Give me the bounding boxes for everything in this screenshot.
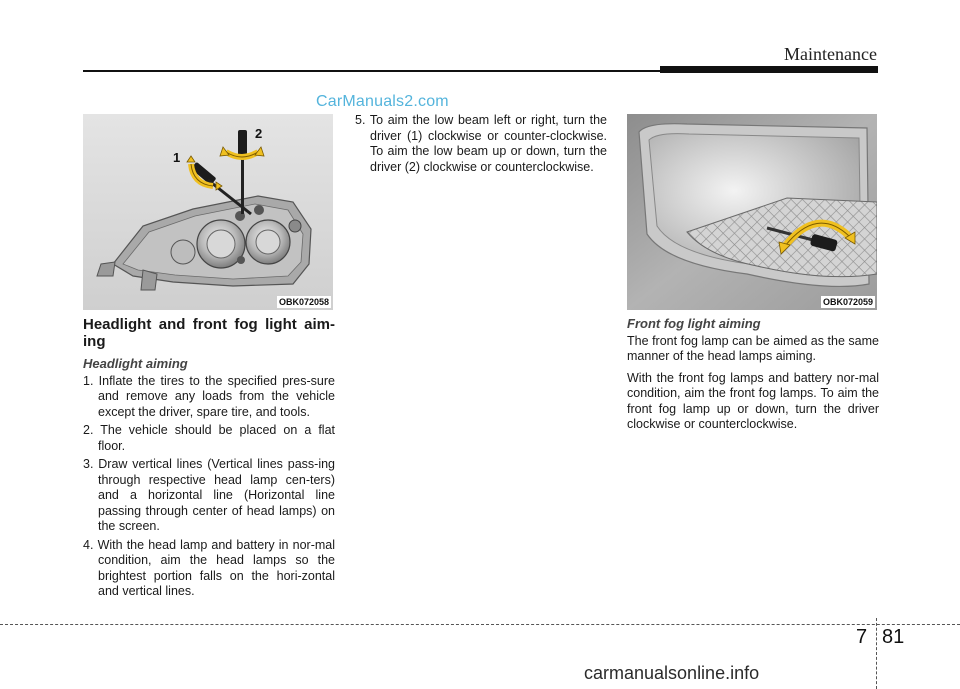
watermark-top: CarManuals2.com (316, 93, 449, 110)
step-5: 5. To aim the low beam left or right, turn the driver (1) clockwise or counter-clockwise. To aim the low beam up or down, turn the driver (2) clockwise or counterclockwise. (355, 113, 607, 174)
column-1 (83, 316, 335, 603)
fog-lamp-figure (627, 114, 877, 310)
footer-dashed-rule (0, 624, 960, 625)
column-3 (627, 316, 879, 439)
step-4: 4. With the head lamp and battery in nor-mal condition, aim the head lamps so the brightest portion falls on the hori-zontal and vertical lines. (83, 537, 335, 598)
header-rule-thin (83, 70, 660, 72)
fog-paragraph-1: The front fog lamp can be aimed as the same manner of the head lamps aiming. (627, 333, 879, 363)
footer-dashed-divider (876, 618, 877, 689)
watermark-bottom: carmanualsonline.info (584, 663, 760, 683)
headlamp-illustration (83, 114, 333, 310)
chapter-number: 7 (856, 626, 868, 648)
fog-lamp-illustration (627, 114, 877, 310)
headlamp-figure (83, 114, 333, 310)
fog-paragraph-2: With the front fog lamps and battery nor-mal condition, aim the front fog lamps. To aim the front fog lamp up or down, turn the driver clockwise or counterclockwise. (627, 370, 879, 431)
section-header-title: Maintenance (784, 44, 877, 64)
headlight-aiming-subtitle: Headlight aiming (83, 356, 188, 371)
section-title: Headlight and front fog light aim-ing (83, 316, 335, 350)
callout-2-label: 2 (255, 126, 263, 141)
step-1: 1. Inflate the tires to the specified pres-sure and remove any loads from the vehicle except the driver, spare tire, and tools. (83, 373, 335, 419)
callout-1-label: 1 (173, 150, 181, 165)
page-number: 81 (882, 626, 905, 648)
step-3: 3. Draw vertical lines (Vertical lines pass-ing through respective head lamp cen-ters) and a horizontal line (Horizontal line passing through center of head lamps) on the screen. (83, 457, 335, 533)
fog-aiming-subtitle: Front fog light aiming (627, 316, 761, 331)
step-2: 2. The vehicle should be placed on a flat floor. (83, 423, 335, 453)
header-rule-thick (660, 66, 878, 73)
column-2 (355, 113, 607, 178)
figure-code-fog-lamp: OBK072059 (822, 297, 873, 307)
figure-code-headlamp: OBK072058 (278, 297, 329, 307)
